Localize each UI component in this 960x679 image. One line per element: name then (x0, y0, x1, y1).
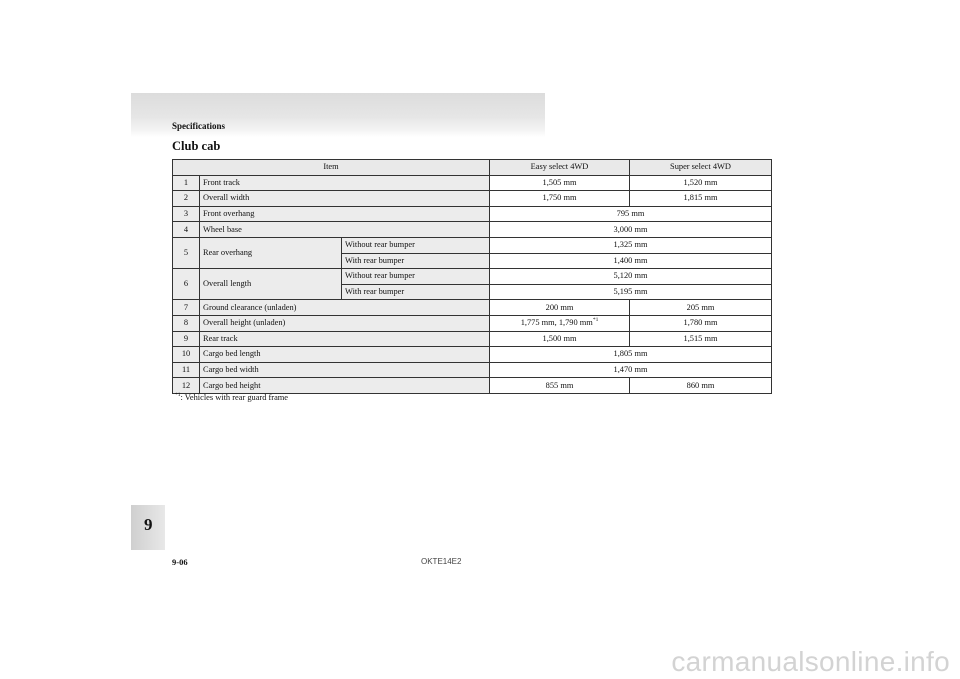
header-super-select: Super select 4WD (630, 160, 772, 176)
value-easy-select: 1,505 mm (490, 175, 630, 191)
row-number: 7 (173, 300, 200, 316)
table-row (173, 300, 772, 316)
page-number: 9-06 (172, 557, 188, 567)
row-number: 2 (173, 191, 200, 207)
row-label: Ground clearance (unladen) (200, 300, 490, 316)
value-shared: 1,400 mm (490, 253, 772, 269)
value-shared: 1,805 mm (490, 347, 772, 363)
row-label: Front track (200, 175, 490, 191)
document-code: OKTE14E2 (421, 557, 462, 566)
row-sublabel: With rear bumper (342, 253, 490, 269)
value-shared: 3,000 mm (490, 222, 772, 238)
spec-table (172, 159, 772, 394)
row-number: 3 (173, 206, 200, 222)
row-number: 11 (173, 362, 200, 378)
footnote-text: : Vehicles with rear guard frame (180, 393, 289, 402)
table-row (173, 269, 772, 285)
row-number: 9 (173, 331, 200, 347)
row-number: 8 (173, 315, 200, 331)
footnote-marker: *1 (592, 317, 599, 324)
row-sublabel: With rear bumper (342, 284, 490, 300)
row-number: 5 (173, 237, 200, 268)
value-text: 1,775 mm, 1,790 mm (520, 318, 593, 328)
watermark: carmanualsonline.info (671, 646, 950, 677)
table-row (173, 222, 772, 238)
row-label: Wheel base (200, 222, 490, 238)
value-shared: 5,195 mm (490, 284, 772, 300)
value-super-select: 1,815 mm (630, 191, 772, 207)
chapter-number: 9 (144, 515, 153, 534)
table-row (173, 362, 772, 378)
header-item: Item (173, 160, 490, 176)
table-row (173, 315, 772, 331)
header-easy-select: Easy select 4WD (490, 160, 630, 176)
table-row (173, 175, 772, 191)
section-header: Specifications (172, 121, 225, 131)
value-easy-select: 200 mm (490, 300, 630, 316)
value-shared: 1,470 mm (490, 362, 772, 378)
row-number: 1 (173, 175, 200, 191)
value-easy-select: 1,750 mm (490, 191, 630, 207)
row-label: Overall height (unladen) (200, 315, 490, 331)
page-title: Club cab (172, 139, 221, 153)
row-label: Rear overhang (200, 237, 342, 268)
value-super-select: 860 mm (630, 378, 772, 394)
row-number: 10 (173, 347, 200, 363)
table-row (173, 347, 772, 363)
row-number: 6 (173, 269, 200, 300)
row-label: Overall length (200, 269, 342, 300)
value-super-select: 1,520 mm (630, 175, 772, 191)
footnote-marker: *1 (175, 392, 181, 399)
table-row (173, 237, 772, 253)
row-label: Cargo bed height (200, 378, 490, 394)
row-number: 4 (173, 222, 200, 238)
value-super-select: 1,780 mm (630, 315, 772, 331)
table-row (173, 331, 772, 347)
value-shared: 795 mm (490, 206, 772, 222)
row-label: Cargo bed width (200, 362, 490, 378)
table-row (173, 206, 772, 222)
footnote (175, 393, 288, 402)
table-row (173, 378, 772, 394)
row-sublabel: Without rear bumper (342, 237, 490, 253)
row-label: Cargo bed length (200, 347, 490, 363)
value-shared: 1,325 mm (490, 237, 772, 253)
value-easy-select: 1,500 mm (490, 331, 630, 347)
value-easy-select (490, 315, 630, 331)
value-super-select: 205 mm (630, 300, 772, 316)
value-shared: 5,120 mm (490, 269, 772, 285)
value-super-select: 1,515 mm (630, 331, 772, 347)
table-row (173, 191, 772, 207)
row-label: Overall width (200, 191, 490, 207)
row-label: Front overhang (200, 206, 490, 222)
row-sublabel: Without rear bumper (342, 269, 490, 285)
table-header-row (173, 160, 772, 176)
row-number: 12 (173, 378, 200, 394)
row-label: Rear track (200, 331, 490, 347)
value-easy-select: 855 mm (490, 378, 630, 394)
